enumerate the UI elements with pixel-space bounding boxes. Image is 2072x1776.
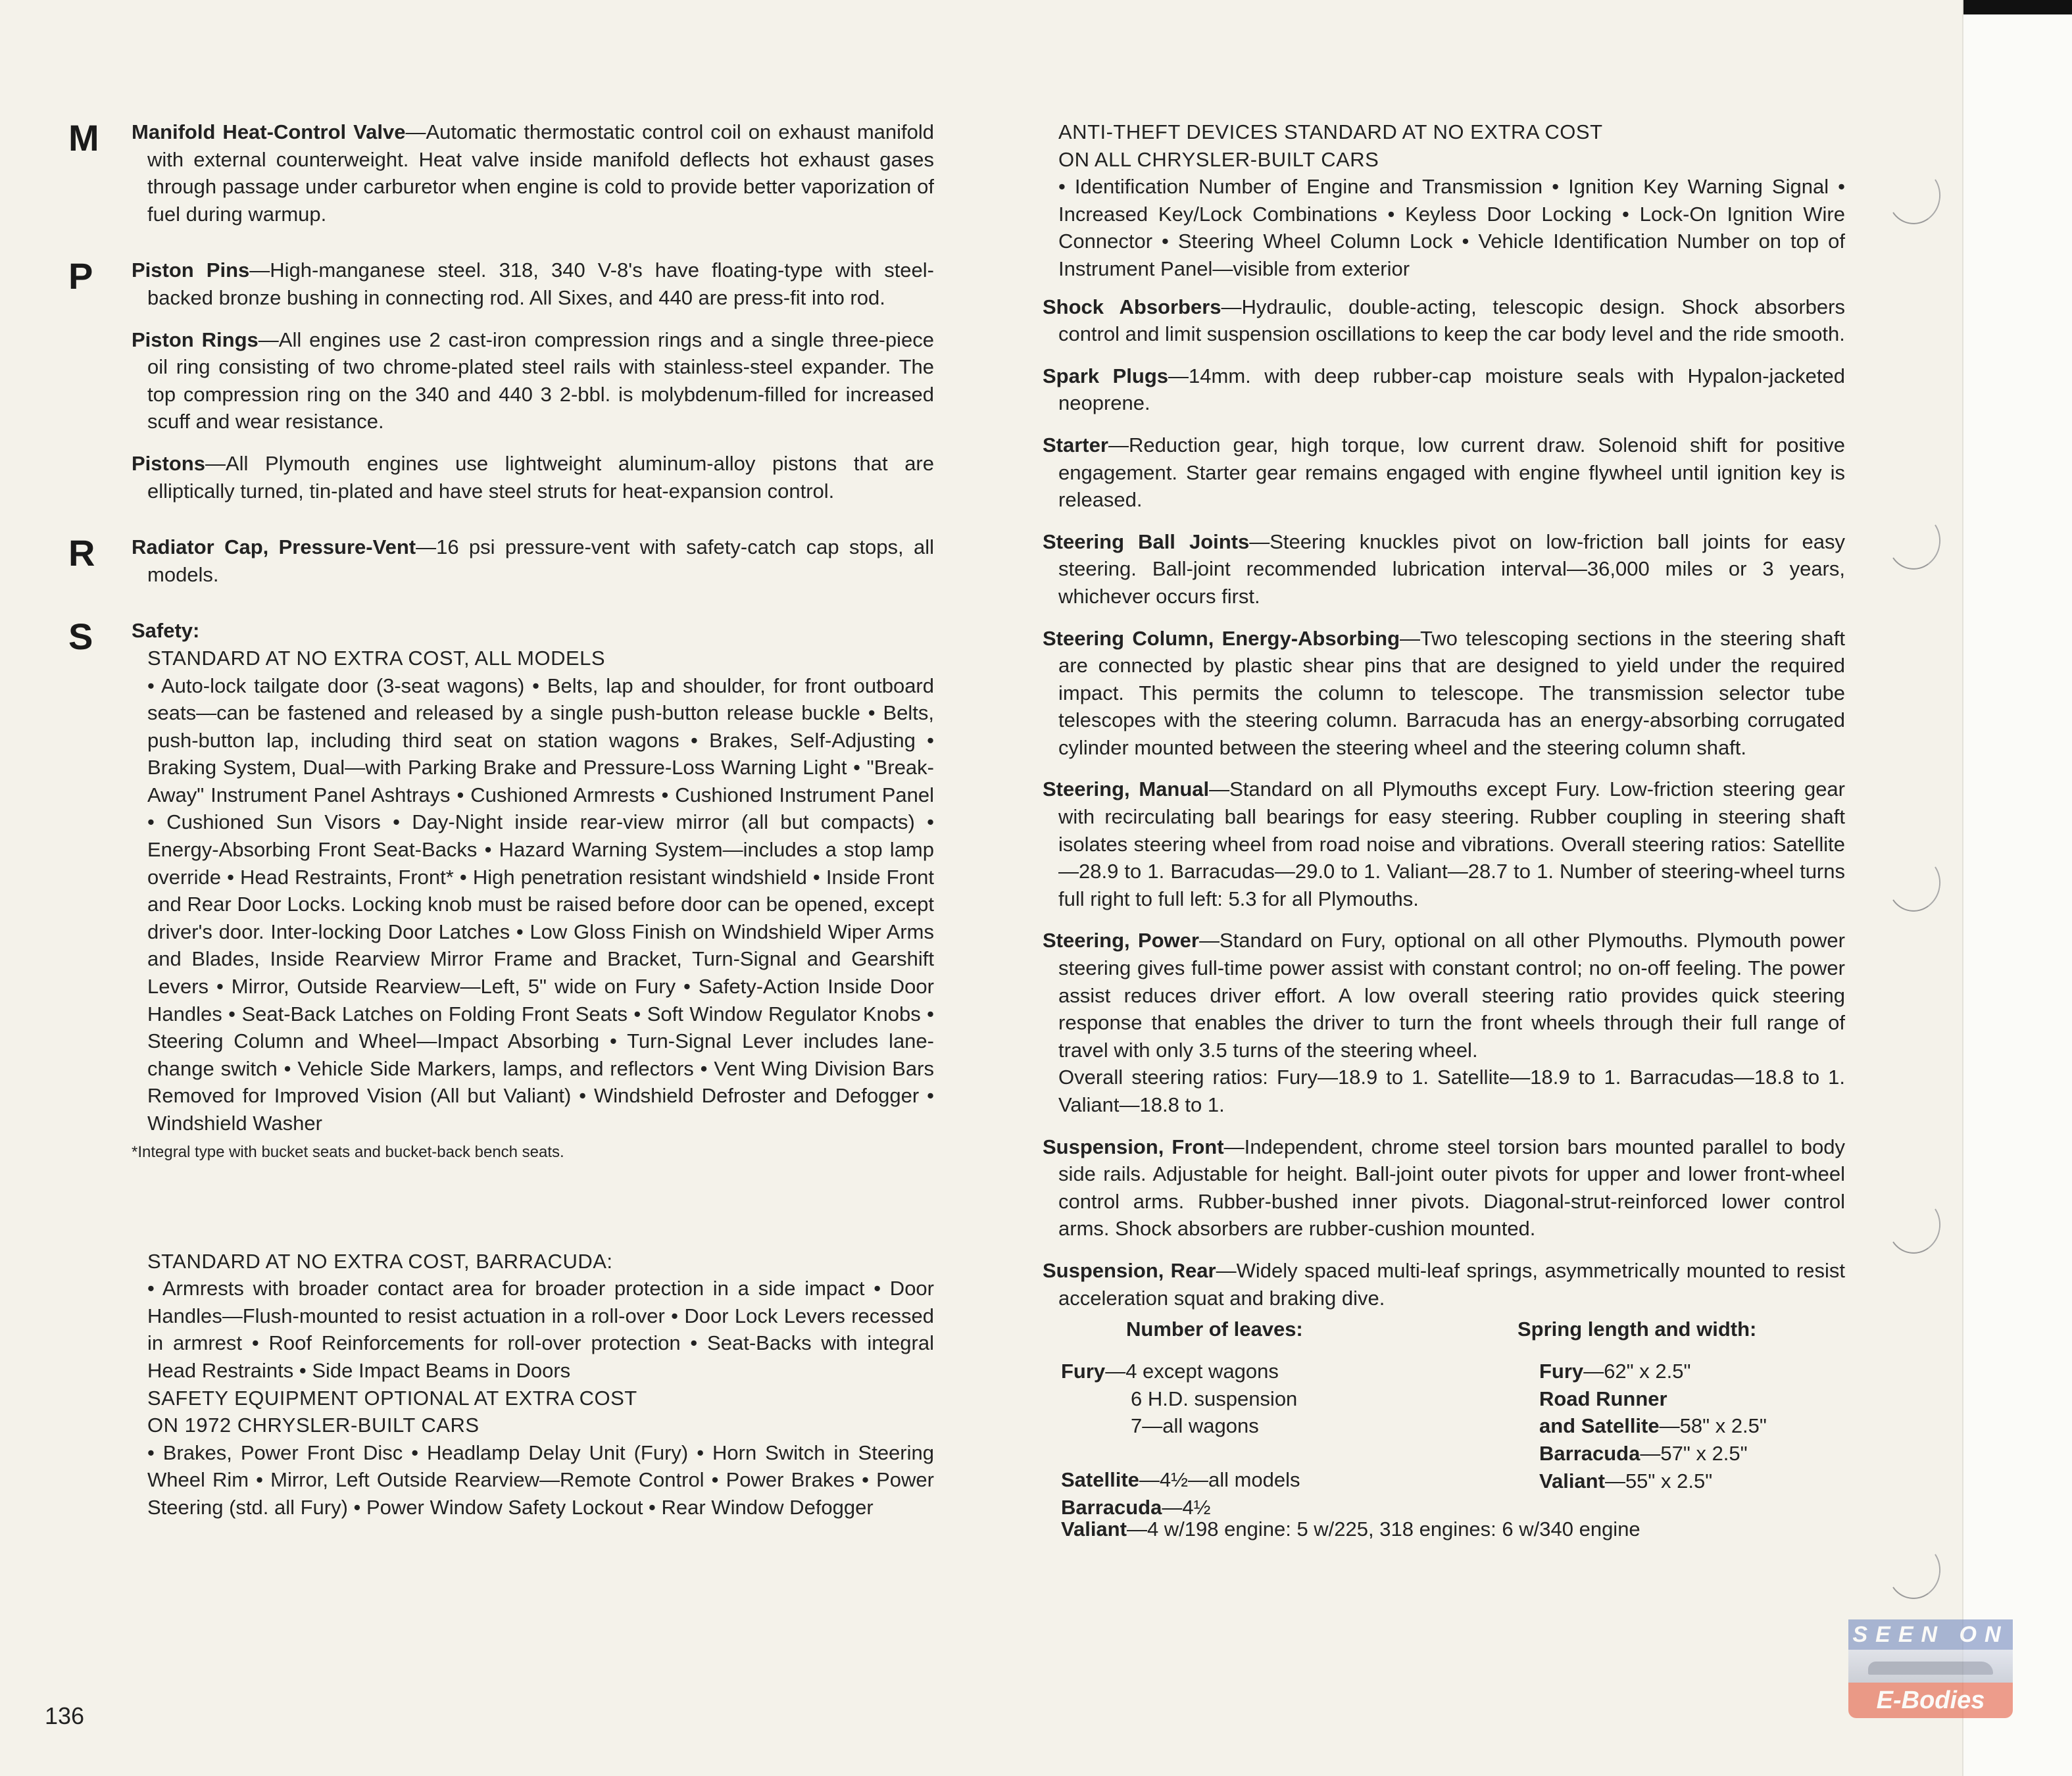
entry-text: —Steering knuckles pivot on low-friction ball joints for easy steering. Ball-joint recommended lubrication interval—36,000 miles or 3 years, whichever occurs first.: [1058, 530, 1845, 608]
entry-term: Manifold Heat-Control Valve: [132, 120, 406, 143]
entry-term: Suspension, Rear: [1043, 1258, 1216, 1282]
entry-text: —Hydraulic, double-acting, telescopic design. Shock absorbers control and limit suspension oscillations to keep the car body level and the ride smooth.: [1058, 295, 1845, 346]
safety-std-all-text: • Auto-lock tailgate door (3-seat wagons) • Belts, lap and shoulder, for front outboard seats—can be fastened and released by a single push-button release buckle • Belts, push-button lap, including third seat on station wagons • Brakes, Self-Adjusting • Braking System, Dual—with Parking Brake and Pressure-Loss Warning Light • "Break-Away" Instrument Panel Ashtrays • Cushioned Armrests • Cushioned Instrument Panel • Cushioned Sun Visors • Day-Night inside rear-view mirror (all but compacts) • Energy-Absorbing Front Seat-Backs • Hazard Warning System—includes a stop lamp override • Head Restraints, Front* • High penetration resistant windshield • Inside Front and Rear Door Locks. Locking knob must be raised before door can be opened, except driver's door. Inter-locking Door Latches • Low Gloss Finish on Windshield Wiper Arms and Blades, Inside Rearview Mirror Frame and Bracket, Turn-Signal and Gearshift Levers • Mirror, Outside Rearview—Left, 5" wide on Fury • Safety-Action Inside Door Handles • Seat-Back Latches on Folding Front Seats • Soft Window Regulator Knobs • Steering Column and Wheel—Impact Absorbing • Turn-Signal Lever includes lane-change switch • Vehicle Side Markers, lamps, and reflectors • Vent Wing Division Bars Removed for Improved Vision (All but Valiant) • Windshield Defroster and Defogger • Windshield Washer: [147, 674, 934, 1135]
entry-text: —Automatic thermostatic control coil on exhaust manifold with external counterweight. Heat valve inside manifold deflects hot exhaust gases through passage under carburetor when engine is cold to provide better vaporization of fuel during warmup.: [147, 120, 934, 226]
leaves-barracuda-name: Barracuda: [1061, 1495, 1162, 1519]
safety-optional-head-1: SAFETY EQUIPMENT OPTIONAL AT EXTRA COST: [147, 1386, 637, 1410]
safety-std-barracuda-text: • Armrests with broader contact area for broader protection in a side impact • Door Handles—Flush-mounted to resist actuation in a roll-over • Door Lock Levers recessed in armrest • Roof Reinforcements for roll-over protection • Seat-Backs with integral Head Restraints • Side Impact Beams in Doors: [147, 1277, 934, 1382]
entry-term: Safety:: [132, 619, 200, 643]
leaves-valiant-name: Valiant: [1061, 1517, 1127, 1541]
safety-std-all-head: STANDARD AT NO EXTRA COST, ALL MODELS: [147, 646, 606, 670]
anti-theft-block: [1043, 118, 1845, 283]
entry-term: Starter: [1043, 433, 1108, 456]
right-column: [1043, 118, 1845, 1566]
entry-term: Steering, Manual: [1043, 777, 1210, 801]
leaves-title: Number of leaves:: [1126, 1318, 1303, 1341]
entry-term: Piston Pins: [132, 259, 250, 282]
spring-table: [1043, 1316, 1845, 1566]
spring-valiant: [1539, 1468, 1829, 1495]
section-p: [68, 255, 935, 505]
entry-spark-plugs: [1043, 362, 1845, 417]
entry-term: Steering Ball Joints: [1043, 530, 1250, 553]
entry-text: —14mm. with deep rubber-cap moisture seals with Hypalon-jacketed neoprene.: [1058, 364, 1845, 415]
car-icon: [1848, 1650, 2013, 1683]
entry-steering-ball-joints: [1043, 528, 1845, 610]
section-letter-m: M: [68, 117, 99, 159]
entry-term: Suspension, Front: [1043, 1135, 1224, 1158]
spring-satellite-text: —58" x 2.5": [1659, 1414, 1767, 1438]
binder-hole-1: [1883, 164, 1945, 229]
section-letter-p: P: [68, 255, 93, 297]
entry-text: —Standard on all Plymouths except Fury. Low-friction steering gear with recirculating ball bearings for easy steering. Rubber coupling in steering shaft isolates steering wheel from road noise and vibrations. Overall steering ratios: Satellite—28.9 to 1. Barracudas—29.0 to 1. Valiant—28.7 to 1. Number of steering-wheel turns full right to full left: 5.3 for all Plymouths.: [1058, 777, 1845, 910]
entry-term: Steering, Power: [1043, 929, 1199, 952]
section-letter-s: S: [68, 616, 93, 658]
safety-std-barracuda-head: STANDARD AT NO EXTRA COST, BARRACUDA:: [147, 1249, 613, 1273]
binder-hole-4: [1883, 1193, 1945, 1258]
leaves-valiant: [1061, 1516, 1640, 1543]
entry-starter: [1043, 432, 1845, 514]
spring-list: [1539, 1358, 1829, 1494]
entry-term: Piston Rings: [132, 328, 259, 351]
binder-hole-5: [1883, 1539, 1945, 1604]
spring-barracuda: [1539, 1440, 1829, 1468]
binder-hole-2: [1883, 509, 1945, 574]
entry-radiator-cap: [132, 533, 934, 588]
page-number: 136: [45, 1702, 85, 1729]
steering-power-ratios: Overall steering ratios: Fury—18.9 to 1. Satellite—18.9 to 1. Barracudas—18.8 to 1. Valiant—18.8 to 1.: [1058, 1066, 1845, 1116]
leaves-satellite: [1061, 1466, 1508, 1494]
entry-shock-absorbers: [1043, 293, 1845, 348]
leaves-satellite-name: Satellite: [1061, 1468, 1139, 1491]
entry-piston-rings: [132, 326, 934, 435]
entry-suspension-front: [1043, 1133, 1845, 1243]
entry-term: Shock Absorbers: [1043, 295, 1221, 318]
section-r: [68, 532, 934, 588]
watermark-bottom-text: E-Bodies: [1848, 1683, 2013, 1718]
entry-steering-manual: [1043, 776, 1845, 912]
entry-pistons: [132, 450, 934, 505]
entry-text: —Two telescoping sections in the steering shaft are connected by plastic shear pins that are designed to yield under the required impact. This permits the column to telescope. The transmission selector tube telescopes with the steering column. Barracuda has an energy-absorbing corrugated cylinder mounted between the steering wheel and the steering column shaft.: [1058, 626, 1845, 759]
leaves-fury-line3: 7—all wagons: [1131, 1414, 1259, 1438]
entry-steering-power: [1043, 927, 1845, 1064]
entry-manifold-heat-control-valve: [132, 118, 934, 228]
entry-steering-column: [1043, 625, 1845, 762]
page-tab: [1963, 0, 2072, 14]
spacer: [132, 1162, 934, 1248]
watermark-top-text: SEEN ON: [1848, 1619, 2013, 1650]
entry-text: —All Plymouth engines use lightweight aluminum-alloy pistons that are elliptically turned, tin-plated and have steel struts for heat-expansion control.: [147, 451, 934, 503]
spring-barracuda-text: —57" x 2.5": [1640, 1441, 1748, 1465]
entry-piston-pins: [132, 257, 934, 311]
leaves-barracuda-text: —4½: [1162, 1495, 1211, 1519]
section-m: [68, 117, 934, 228]
spring-title: Spring length and width:: [1517, 1318, 1757, 1341]
entry-term: Pistons: [132, 451, 205, 475]
spring-valiant-text: —55" x 2.5": [1604, 1469, 1713, 1492]
section-s-safety: [68, 616, 934, 1521]
spring-fury-name: Fury: [1539, 1360, 1584, 1383]
seen-on-e-bodies-watermark: [1848, 1619, 2013, 1718]
entry-text: —Standard on Fury, optional on all other Plymouths. Plymouth power steering gives full-time power assist with constant control; no on-off feeling. The power assist reduces driver effort. A low overall steering ratio provides quick steering response that enables the driver to turn the front wheels through their full range of travel with only 3.5 turns of the steering wheel.: [1058, 929, 1845, 1062]
anti-theft-head-2: ON ALL CHRYSLER-BUILT CARS: [1058, 147, 1379, 171]
entry-term: Spark Plugs: [1043, 364, 1169, 387]
entry-text: —Widely spaced multi-leaf springs, asymmetrically mounted to resist acceleration squat and braking dive.: [1058, 1258, 1845, 1310]
entry-text: —All engines use 2 cast-iron compression rings and a single three-piece oil ring consisting of two chrome-plated steel rails with stainless-steel expander. The top compression ring on the 340 and 440 3 2-bbl. is molybdenum-filled for increased scuff and wear resistance.: [147, 328, 935, 433]
leaves-fury-name: Fury: [1061, 1360, 1106, 1383]
leaves-list: [1061, 1358, 1508, 1521]
page-edge: [1962, 0, 2072, 1776]
leaves-satellite-text: —4½—all models: [1139, 1468, 1300, 1491]
leaves-fury: [1061, 1358, 1508, 1385]
entry-term: Radiator Cap, Pressure-Vent: [132, 535, 416, 559]
entry-suspension-rear: [1043, 1257, 1845, 1312]
spring-road-runner: [1539, 1385, 1829, 1413]
spring-fury: [1539, 1358, 1829, 1385]
safety-optional-text: • Brakes, Power Front Disc • Headlamp Delay Unit (Fury) • Horn Switch in Steering Wheel Rim • Mirror, Left Outside Rearview—Remote Control • Power Brakes • Power Steering (std. all Fury) • Power Window Safety Lockout • Rear Window Defogger: [147, 1441, 934, 1519]
entry-text: —16 psi pressure-vent with safety-catch cap stops, all models.: [147, 535, 934, 586]
entry-term: Steering Column, Energy-Absorbing: [1043, 626, 1400, 650]
binder-hole-3: [1883, 851, 1945, 916]
entry-text: —Reduction gear, high torque, low current draw. Solenoid shift for positive engagement. Starter gear remains engaged with engine flywheel until ignition key is released.: [1058, 433, 1845, 512]
leaves-fury-line1: —4 except wagons: [1105, 1360, 1279, 1383]
spring-fury-text: —62" x 2.5": [1583, 1360, 1691, 1383]
spring-satellite-name: and Satellite: [1539, 1414, 1660, 1438]
section-letter-r: R: [68, 532, 95, 574]
anti-theft-head-1: ANTI-THEFT DEVICES STANDARD AT NO EXTRA COST: [1058, 120, 1603, 143]
entry-text: —Independent, chrome steel torsion bars mounted parallel to body side rails. Adjustable for height. Ball-joint outer pivots for upper and lower front-wheel control arms. Rubber-bushed inner pivots. Diagonal-strut-reinforced lower control arms. Shock absorbers are rubber-cushion mounted.: [1058, 1135, 1845, 1241]
spring-satellite: [1539, 1412, 1829, 1440]
safety-optional-head-2: ON 1972 CHRYSLER-BUILT CARS: [147, 1414, 480, 1437]
spring-barracuda-name: Barracuda: [1539, 1441, 1640, 1465]
left-column: [68, 117, 935, 1550]
safety-footnote: *Integral type with bucket seats and bucket-back bench seats.: [132, 1143, 564, 1161]
leaves-fury-line2: 6 H.D. suspension: [1131, 1387, 1298, 1410]
anti-theft-text: • Identification Number of Engine and Transmission • Ignition Key Warning Signal • Increased Key/Lock Combinations • Keyless Door Locking • Lock-On Ignition Wire Connector • Steering Wheel Column Lock • Vehicle Identification Number on top of Instrument Panel—visible from exterior: [1058, 175, 1845, 280]
spring-road-runner-name: Road Runner: [1539, 1387, 1667, 1410]
safety-term: [132, 617, 934, 645]
leaves-valiant-text: —4 w/198 engine: 5 w/225, 318 engines: 6 w/340 engine: [1126, 1517, 1640, 1541]
spring-valiant-name: Valiant: [1539, 1469, 1605, 1492]
entry-text: —High-manganese steel. 318, 340 V-8's have floating-type with steel-backed bronze bushing in connecting rod. All Sixes, and 440 are press-fit into rod.: [147, 259, 935, 309]
